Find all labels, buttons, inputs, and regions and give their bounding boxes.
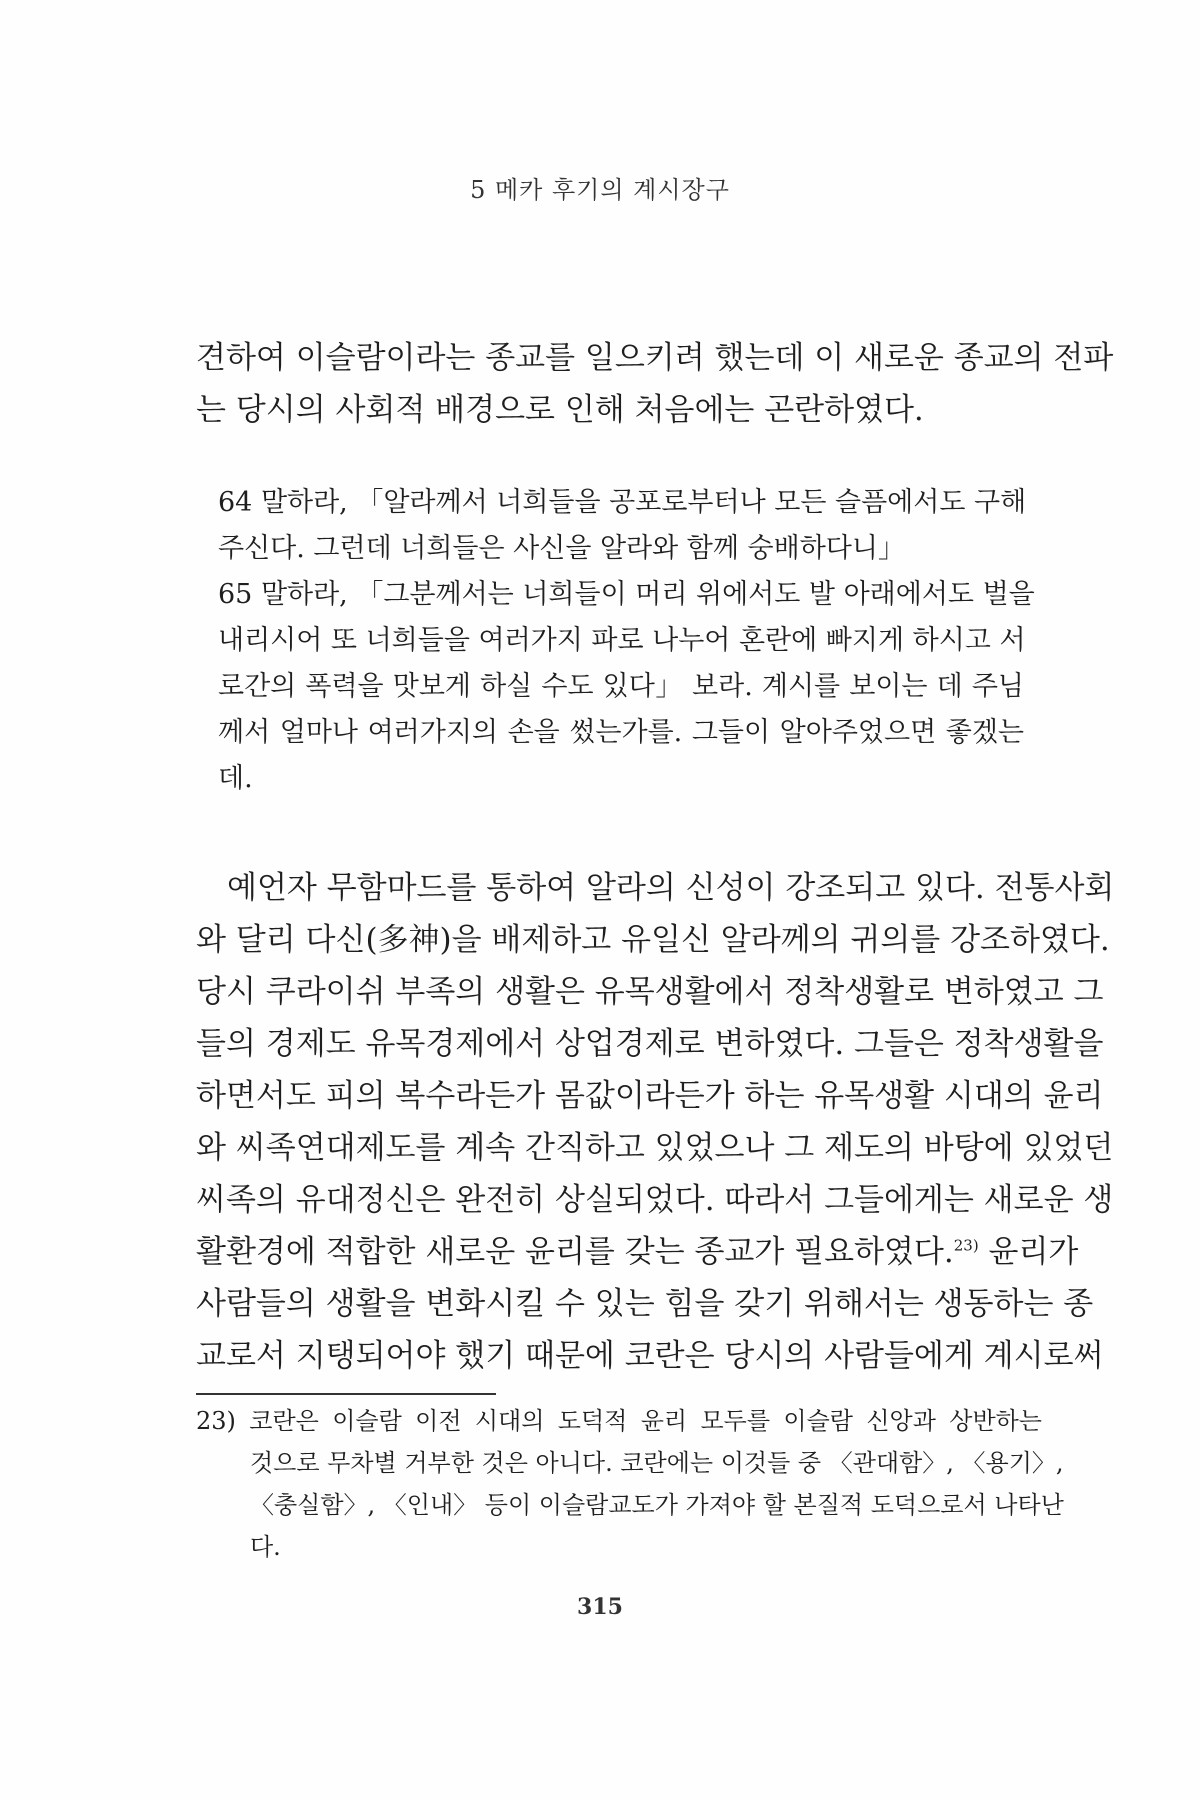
text-line: 씨족의 유대정신은 완전히 상실되었다. 따라서 그들에게는 새로운 생 — [196, 1182, 1114, 1218]
verse-line: 64 말하라, 「알라께서 너희들을 공포로부터나 모든 슬픔에서도 구해 — [218, 487, 1027, 518]
text-line: 와 달리 다신(多神)을 배제하고 유일신 알라께의 귀의를 강조하였다. — [196, 922, 1110, 958]
verse-line: 데. — [218, 763, 253, 794]
text-line: 교로서 지탱되어야 했기 때문에 코란은 당시의 사람들에게 계시로써 — [196, 1338, 1104, 1374]
text-segment: 윤리가 — [978, 1234, 1079, 1270]
verse-line: 내리시어 또 너희들을 여러가지 파로 나누어 혼란에 빠지게 하시고 서 — [218, 625, 1026, 656]
quran-verses — [218, 480, 1035, 802]
text-line: 당시 쿠라이쉬 부족의 생활은 유목생활에서 정착생활로 변하였고 그 — [196, 974, 1104, 1010]
footnote — [196, 1400, 1064, 1568]
footnote-divider — [196, 1393, 496, 1395]
footnote-line: 〈충실함〉, 〈인내〉 등이 이슬람교도가 가져야 할 본질적 도덕으로서 나타난 — [250, 1491, 1064, 1519]
verse-line: 께서 얼마나 여러가지의 손을 썼는가를. 그들이 알아주었으면 좋겠는 — [218, 717, 1024, 748]
footnote-reference: 23) — [953, 1236, 979, 1255]
text-line-with-footnote — [196, 1226, 1079, 1278]
text-line: 예언자 무함마드를 통하여 알라의 신성이 강조되고 있다. 전통사회 — [227, 870, 1115, 906]
text-line: 사람들의 생활을 변화시킬 수 있는 힘을 갖기 위해서는 생동하는 종 — [196, 1286, 1094, 1322]
main-paragraph — [196, 862, 1115, 1382]
text-line: 는 당시의 사회적 배경으로 인해 처음에는 곤란하였다. — [196, 392, 924, 428]
footnote-line: 23) 코란은 이슬람 이전 시대의 도덕적 윤리 모두를 이슬람 신앙과 상반하는 — [196, 1407, 1042, 1435]
verse-line: 로간의 폭력을 맛보게 하실 수도 있다」 보라. 계시를 보이는 데 주님 — [218, 671, 1024, 702]
intro-paragraph — [196, 332, 1114, 436]
text-line: 들의 경제도 유목경제에서 상업경제로 변하였다. 그들은 정착생활을 — [196, 1026, 1104, 1062]
text-line: 와 씨족연대제도를 계속 간직하고 있었으나 그 제도의 바탕에 있었던 — [196, 1130, 1114, 1166]
running-head: 5 메카 후기의 계시장구 — [470, 176, 730, 204]
text-segment: 활환경에 적합한 새로운 윤리를 갖는 종교가 필요하였다. — [196, 1234, 954, 1270]
verse-line: 주신다. 그런데 너희들은 사신을 알라와 함께 숭배하다니」 — [218, 533, 905, 564]
footnote-line: 다. — [250, 1533, 281, 1561]
page-number: 315 — [577, 1594, 623, 1620]
text-line: 하면서도 피의 복수라든가 몸값이라든가 하는 유목생활 시대의 윤리 — [196, 1078, 1104, 1114]
text-line: 견하여 이슬람이라는 종교를 일으키려 했는데 이 새로운 종교의 전파 — [196, 340, 1114, 376]
verse-line: 65 말하라, 「그분께서는 너희들이 머리 위에서도 발 아래에서도 벌을 — [218, 579, 1035, 610]
footnote-line: 것으로 무차별 거부한 것은 아니다. 코란에는 이것들 중 〈관대함〉, 〈용기〉, — [250, 1449, 1064, 1477]
